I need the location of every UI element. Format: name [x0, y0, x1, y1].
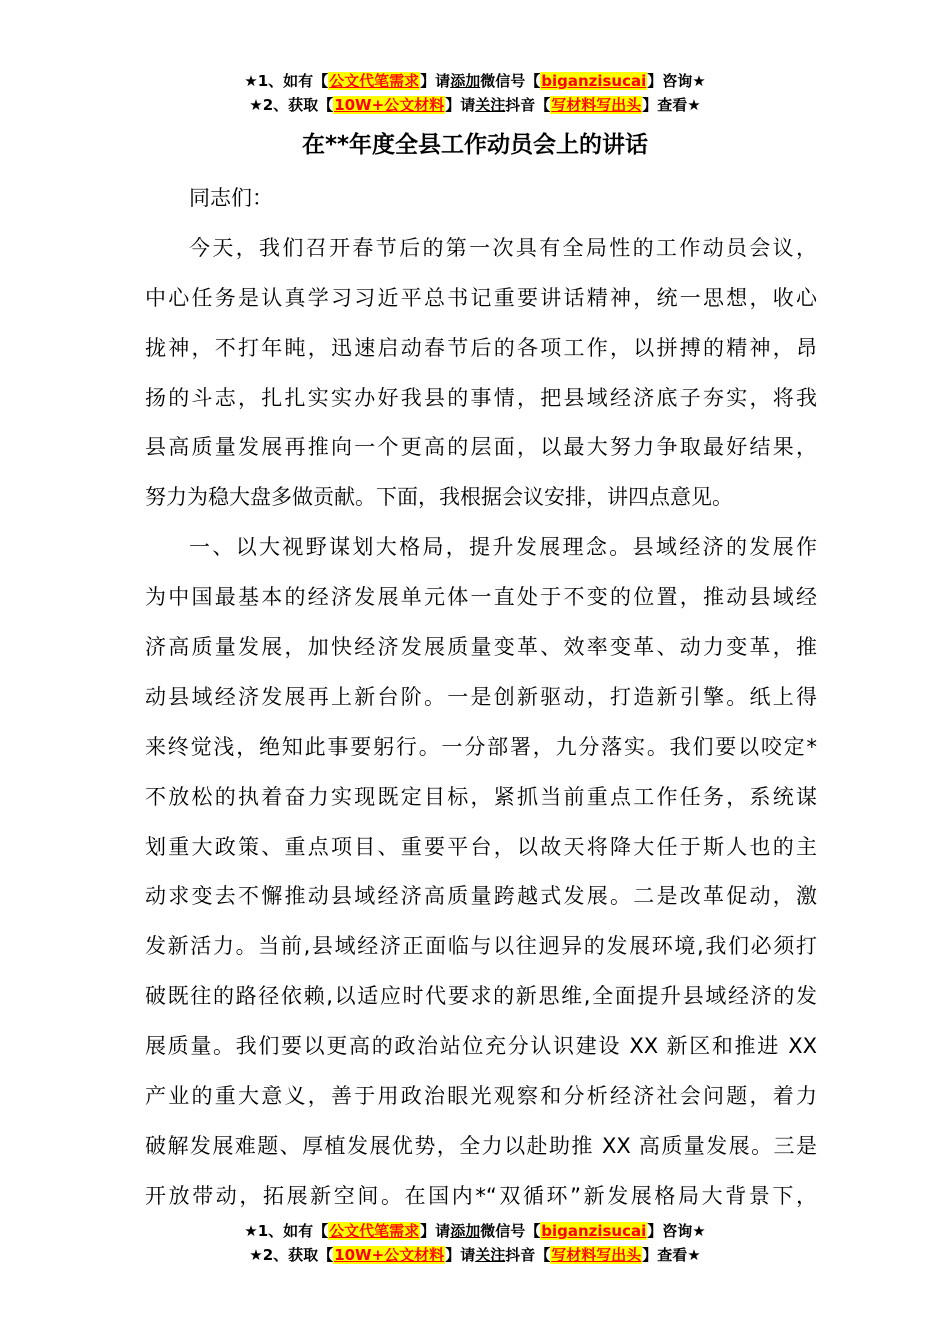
body-line: 动求变去不懈推动县域经济高质量跨越式发展。二是改革促动，激 [145, 884, 817, 909]
body-line: 一、以大视野谋划大格局，提升发展理念。县域经济的发展作 [189, 535, 817, 560]
body-line: 县高质量发展再推向一个更高的层面，以最大努力争取最好结果， [145, 435, 817, 460]
promo-text: 微信号【 [480, 1222, 541, 1240]
promo-text: 】查看★ [642, 1246, 701, 1264]
body-line: 扬的斗志，扎扎实实办好我县的事情，把县域经济底子夯实，将我 [145, 385, 817, 410]
promo-text: 】查看★ [642, 96, 701, 114]
promo-highlight: 10W+公文材料 [334, 1246, 445, 1264]
promo-text: 抖音【 [505, 96, 551, 114]
promo-highlight: biganzisucai [541, 72, 647, 90]
body-line: 破解发展难题、厚植发展优势，全力以赴助推 XX 高质量发展。三是 [145, 1133, 817, 1158]
promo-text: 】请 [420, 1222, 451, 1240]
body-line: 今天，我们召开春节后的第一次具有全局性的工作动员会议， [189, 235, 817, 260]
promo-text: 抖音【 [505, 1246, 551, 1264]
promo-underline: 添加 [450, 1222, 481, 1240]
body-line: 发新活力。当前,县域经济正面临与以往迥异的发展环境,我们必须打 [145, 934, 817, 959]
promo-line-1 [0, 69, 950, 93]
document-title: 在**年度全县工作动员会上的讲话 [301, 132, 649, 158]
promo-text: 】请 [445, 96, 476, 114]
promo-highlight: biganzisucai [541, 1222, 647, 1240]
document-body [145, 174, 817, 1222]
body-line: 拢神，不打年盹，迅速启动春节后的各项工作，以拼搏的精神，昂 [145, 335, 817, 360]
promo-highlight: 写材料写出头 [551, 96, 642, 114]
promo-line-2 [0, 1243, 950, 1267]
promo-banner-top [0, 69, 950, 117]
body-line: 济高质量发展，加快经济发展质量变革、效率变革、动力变革，推 [145, 635, 817, 660]
promo-text: 】请 [445, 1246, 476, 1264]
promo-text: 】咨询★ [647, 72, 706, 90]
promo-text: ★2、获取【 [249, 96, 334, 114]
promo-banner-bottom [0, 1219, 950, 1267]
promo-text: ★1、如有【 [244, 1222, 329, 1240]
promo-line-1 [0, 1219, 950, 1243]
promo-underline: 添加 [450, 72, 481, 90]
body-line: 划重大政策、重点项目、重要平台，以故天将降大任于斯人也的主 [145, 834, 817, 859]
body-line: 中心任务是认真学习习近平总书记重要讲话精神，统一思想，收心 [145, 285, 817, 310]
promo-text: 】咨询★ [647, 1222, 706, 1240]
promo-highlight: 写材料写出头 [551, 1246, 642, 1264]
body-line: 动县域经济发展再上新台阶。一是创新驱动，打造新引擎。纸上得 [145, 684, 817, 709]
promo-underline: 关注 [475, 96, 506, 114]
body-line: 展质量。我们要以更高的政治站位充分认识建设 XX 新区和推进 XX [145, 1034, 817, 1059]
body-line: 来终觉浅，绝知此事要躬行。一分部署，九分落实。我们要以咬定* [145, 734, 817, 759]
promo-highlight: 公文代笔需求 [329, 72, 420, 90]
promo-highlight: 公文代笔需求 [329, 1222, 420, 1240]
body-line: 努力为稳大盘多做贡献。下面，我根据会议安排，讲四点意见。 [145, 485, 733, 510]
promo-text: 微信号【 [480, 72, 541, 90]
body-line: 破既往的路径依赖,以适应时代要求的新思维,全面提升县域经济的发 [145, 984, 817, 1009]
promo-text: 】请 [420, 72, 451, 90]
body-line: 为中国最基本的经济发展单元体一直处于不变的位置，推动县域经 [145, 585, 817, 610]
body-line: 产业的重大意义，善于用政治眼光观察和分析经济社会问题，着力 [145, 1084, 817, 1109]
promo-text: ★1、如有【 [244, 72, 329, 90]
body-line: 开放带动，拓展新空间。在国内*“双循环”新发展格局大背景下， [145, 1183, 817, 1208]
promo-underline: 关注 [475, 1246, 506, 1264]
promo-line-2 [0, 93, 950, 117]
promo-text: ★2、获取【 [249, 1246, 334, 1264]
body-line: 同志们： [189, 186, 273, 210]
promo-highlight: 10W+公文材料 [334, 96, 445, 114]
body-line: 不放松的执着奋力实现既定目标，紧抓当前重点工作任务，系统谋 [145, 784, 817, 809]
